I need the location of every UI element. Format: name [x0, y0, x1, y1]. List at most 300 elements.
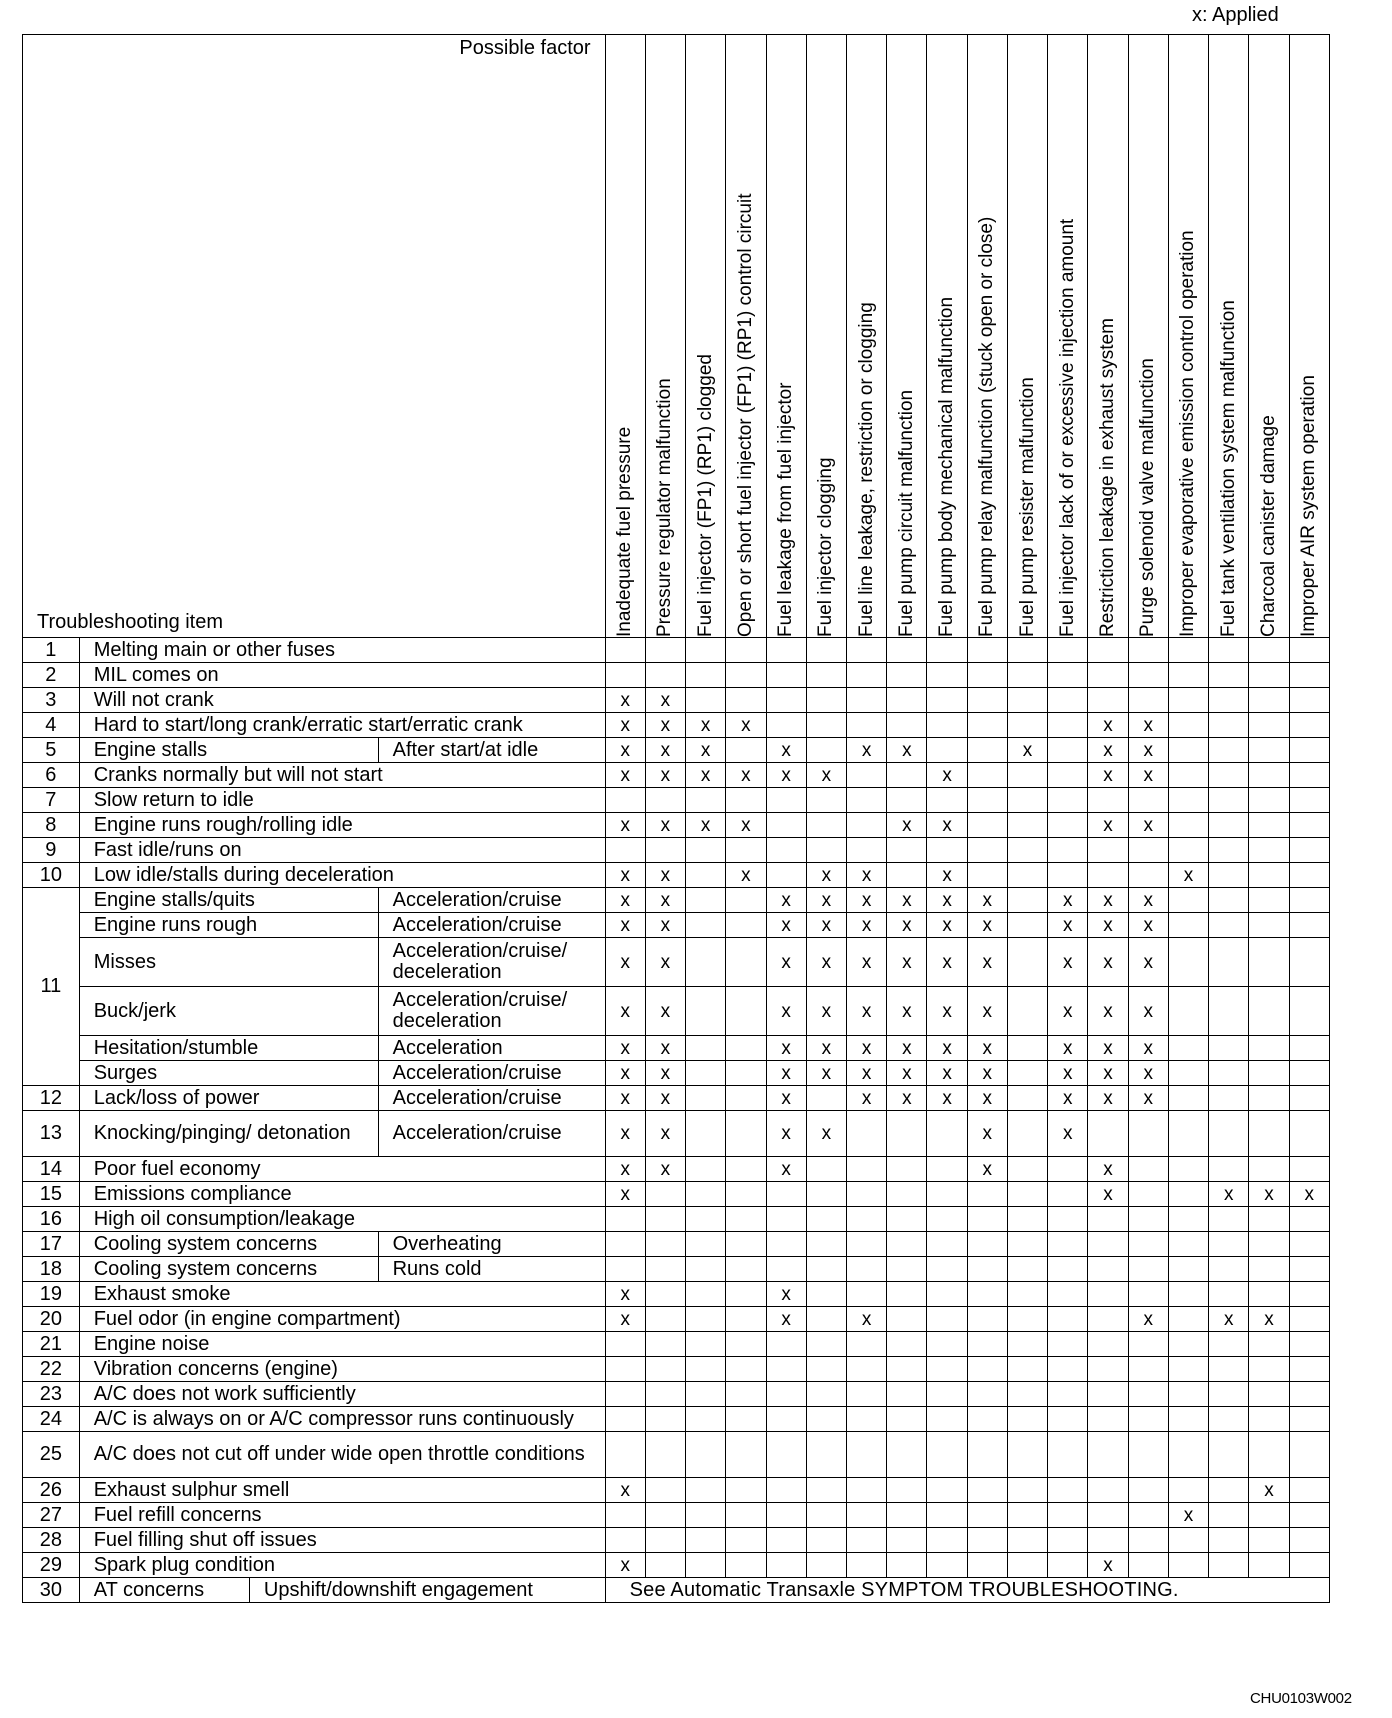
empty-cell	[927, 713, 967, 738]
empty-cell	[605, 1407, 645, 1432]
empty-cell	[846, 1553, 886, 1578]
row-number: 9	[23, 838, 80, 863]
trouble-item: High oil consumption/leakage	[79, 1207, 605, 1232]
empty-cell	[605, 1432, 645, 1478]
empty-cell	[686, 1207, 726, 1232]
empty-cell	[1168, 1086, 1208, 1111]
empty-cell	[645, 663, 685, 688]
row-number: 4	[23, 713, 80, 738]
table-row	[23, 863, 1330, 888]
empty-cell	[686, 1157, 726, 1182]
row-number: 20	[23, 1307, 80, 1332]
empty-cell	[1088, 1357, 1128, 1382]
empty-cell	[1048, 1257, 1088, 1282]
row-number: 2	[23, 663, 80, 688]
header-row	[23, 35, 1330, 638]
empty-cell	[1209, 1478, 1249, 1503]
trouble-item: Low idle/stalls during deceleration	[79, 863, 605, 888]
empty-cell	[846, 1432, 886, 1478]
applied-mark: x	[645, 1036, 685, 1061]
table-row	[23, 688, 1330, 713]
empty-cell	[1249, 1503, 1289, 1528]
applied-mark: x	[645, 688, 685, 713]
empty-cell	[1249, 1332, 1289, 1357]
applied-mark: x	[1048, 1111, 1088, 1157]
trouble-item: Misses	[79, 938, 378, 987]
empty-cell	[686, 663, 726, 688]
empty-cell	[887, 1528, 927, 1553]
empty-cell	[1128, 1503, 1168, 1528]
table-row	[23, 1207, 1330, 1232]
empty-cell	[1289, 788, 1329, 813]
empty-cell	[887, 713, 927, 738]
empty-cell	[726, 1257, 766, 1282]
empty-cell	[967, 763, 1007, 788]
empty-cell	[1289, 1503, 1329, 1528]
empty-cell	[1128, 1282, 1168, 1307]
empty-cell	[645, 1207, 685, 1232]
table-row	[23, 763, 1330, 788]
empty-cell	[846, 788, 886, 813]
empty-cell	[686, 913, 726, 938]
empty-cell	[1249, 1086, 1289, 1111]
empty-cell	[1128, 1332, 1168, 1357]
row-number: 1	[23, 638, 80, 663]
empty-cell	[1289, 1382, 1329, 1407]
empty-cell	[967, 1232, 1007, 1257]
applied-mark: x	[1128, 888, 1168, 913]
empty-cell	[1007, 1182, 1047, 1207]
trouble-item: Engine stalls	[79, 738, 378, 763]
applied-mark: x	[927, 938, 967, 987]
empty-cell	[686, 788, 726, 813]
row-number: 13	[23, 1111, 80, 1157]
applied-mark: x	[686, 763, 726, 788]
empty-cell	[887, 1111, 927, 1157]
applied-mark: x	[605, 1282, 645, 1307]
empty-cell	[1007, 1307, 1047, 1332]
empty-cell	[1209, 713, 1249, 738]
empty-cell	[927, 1382, 967, 1407]
table-row	[23, 987, 1330, 1036]
applied-mark: x	[1088, 1036, 1128, 1061]
trouble-item: Cooling system concerns	[79, 1232, 378, 1257]
table-row	[23, 1232, 1330, 1257]
applied-mark: x	[846, 1061, 886, 1086]
empty-cell	[1128, 863, 1168, 888]
empty-cell	[1007, 688, 1047, 713]
empty-cell	[1209, 1503, 1249, 1528]
empty-cell	[1168, 1207, 1208, 1232]
empty-cell	[726, 663, 766, 688]
empty-cell	[605, 1332, 645, 1357]
applied-mark: x	[927, 913, 967, 938]
applied-mark: x	[1088, 1086, 1128, 1111]
empty-cell	[605, 1232, 645, 1257]
empty-cell	[645, 1528, 685, 1553]
applied-mark: x	[846, 938, 886, 987]
empty-cell	[1088, 1503, 1128, 1528]
empty-cell	[927, 838, 967, 863]
applied-mark: x	[766, 1282, 806, 1307]
empty-cell	[846, 1157, 886, 1182]
applied-mark: x	[726, 763, 766, 788]
applied-mark: x	[726, 813, 766, 838]
row-number: 21	[23, 1332, 80, 1357]
applied-mark: x	[927, 1086, 967, 1111]
empty-cell	[766, 1382, 806, 1407]
factor-header	[726, 35, 766, 638]
empty-cell	[1289, 938, 1329, 987]
row-number: 6	[23, 763, 80, 788]
table-row	[23, 1578, 1330, 1603]
row-number: 24	[23, 1407, 80, 1432]
applied-mark: x	[846, 987, 886, 1036]
empty-cell	[1048, 1182, 1088, 1207]
possible-factor-label: Possible factor	[459, 37, 591, 59]
applied-mark: x	[1128, 913, 1168, 938]
factor-header	[1168, 35, 1208, 638]
table-row	[23, 1503, 1330, 1528]
empty-cell	[1289, 688, 1329, 713]
empty-cell	[686, 1382, 726, 1407]
empty-cell	[1168, 1232, 1208, 1257]
trouble-item: Spark plug condition	[79, 1553, 605, 1578]
applied-mark: x	[806, 1061, 846, 1086]
empty-cell	[967, 788, 1007, 813]
empty-cell	[726, 1503, 766, 1528]
applied-mark: x	[645, 813, 685, 838]
table-row	[23, 1086, 1330, 1111]
table-row	[23, 838, 1330, 863]
empty-cell	[1168, 1553, 1208, 1578]
empty-cell	[1289, 1086, 1329, 1111]
empty-cell	[645, 638, 685, 663]
empty-cell	[1088, 1528, 1128, 1553]
empty-cell	[1007, 838, 1047, 863]
empty-cell	[846, 838, 886, 863]
applied-mark: x	[605, 1111, 645, 1157]
factor-header	[1048, 35, 1088, 638]
applied-mark: x	[1088, 913, 1128, 938]
empty-cell	[686, 638, 726, 663]
empty-cell	[1168, 1111, 1208, 1157]
empty-cell	[1209, 1232, 1249, 1257]
empty-cell	[686, 1357, 726, 1382]
factor-header	[605, 35, 645, 638]
empty-cell	[726, 1182, 766, 1207]
empty-cell	[927, 1503, 967, 1528]
empty-cell	[1128, 1528, 1168, 1553]
applied-mark: x	[887, 813, 927, 838]
empty-cell	[806, 1282, 846, 1307]
empty-cell	[1168, 1432, 1208, 1478]
empty-cell	[1249, 1207, 1289, 1232]
empty-cell	[967, 1357, 1007, 1382]
empty-cell	[887, 638, 927, 663]
empty-cell	[846, 688, 886, 713]
trouble-item: Vibration concerns (engine)	[79, 1357, 605, 1382]
empty-cell	[887, 1157, 927, 1182]
empty-cell	[1048, 1357, 1088, 1382]
empty-cell	[1128, 1357, 1168, 1382]
table-row	[23, 1382, 1330, 1407]
empty-cell	[1088, 1332, 1128, 1357]
applied-mark: x	[645, 938, 685, 987]
empty-cell	[887, 1307, 927, 1332]
empty-cell	[1289, 1528, 1329, 1553]
applied-mark: x	[1128, 713, 1168, 738]
empty-cell	[887, 1432, 927, 1478]
applied-mark: x	[927, 813, 967, 838]
row-number: 19	[23, 1282, 80, 1307]
empty-cell	[766, 838, 806, 863]
empty-cell	[806, 1086, 846, 1111]
applied-mark: x	[766, 1061, 806, 1086]
table-row	[23, 913, 1330, 938]
trouble-item: Engine stalls/quits	[79, 888, 378, 913]
empty-cell	[1289, 1432, 1329, 1478]
empty-cell	[927, 1528, 967, 1553]
empty-cell	[1289, 838, 1329, 863]
empty-cell	[1128, 1382, 1168, 1407]
trouble-item: Engine runs rough	[79, 913, 378, 938]
row-number: 23	[23, 1382, 80, 1407]
factor-label: Fuel pump body mechanical malfunction	[936, 296, 958, 637]
applied-mark: x	[1128, 1036, 1168, 1061]
trouble-item: A/C does not cut off under wide open throttle conditions	[79, 1432, 605, 1478]
empty-cell	[1168, 1357, 1208, 1382]
empty-cell	[927, 1182, 967, 1207]
empty-cell	[1128, 1182, 1168, 1207]
empty-cell	[686, 1478, 726, 1503]
factor-label: Fuel pump circuit malfunction	[895, 389, 917, 637]
factor-label: Fuel injector lack of or excessive injection amount	[1056, 218, 1078, 637]
applied-mark: x	[605, 1036, 645, 1061]
empty-cell	[1289, 1357, 1329, 1382]
empty-cell	[1249, 1382, 1289, 1407]
empty-cell	[645, 1282, 685, 1307]
empty-cell	[846, 1503, 886, 1528]
empty-cell	[1048, 1232, 1088, 1257]
factor-label: Fuel leakage from fuel injector	[775, 382, 797, 637]
empty-cell	[726, 1282, 766, 1307]
empty-cell	[1249, 1432, 1289, 1478]
empty-cell	[806, 1528, 846, 1553]
applied-mark: x	[1249, 1182, 1289, 1207]
trouble-item: Fuel filling shut off issues	[79, 1528, 605, 1553]
trouble-item: AT concerns	[79, 1578, 249, 1603]
table-row	[23, 813, 1330, 838]
empty-cell	[806, 1157, 846, 1182]
empty-cell	[1168, 938, 1208, 987]
empty-cell	[1168, 838, 1208, 863]
empty-cell	[1209, 813, 1249, 838]
empty-cell	[1249, 1232, 1289, 1257]
empty-cell	[1007, 713, 1047, 738]
empty-cell	[645, 1357, 685, 1382]
empty-cell	[1289, 863, 1329, 888]
empty-cell	[1128, 1257, 1168, 1282]
empty-cell	[686, 863, 726, 888]
applied-mark: x	[766, 938, 806, 987]
empty-cell	[1289, 1282, 1329, 1307]
empty-cell	[887, 1553, 927, 1578]
applied-mark: x	[1209, 1182, 1249, 1207]
applied-mark: x	[645, 888, 685, 913]
empty-cell	[726, 1357, 766, 1382]
applied-mark: x	[846, 1307, 886, 1332]
empty-cell	[686, 987, 726, 1036]
empty-cell	[967, 1332, 1007, 1357]
empty-cell	[887, 1257, 927, 1282]
empty-cell	[1168, 788, 1208, 813]
empty-cell	[1088, 1282, 1128, 1307]
empty-cell	[1048, 688, 1088, 713]
empty-cell	[967, 1553, 1007, 1578]
applied-mark: x	[1048, 1036, 1088, 1061]
empty-cell	[726, 938, 766, 987]
empty-cell	[1249, 1157, 1289, 1182]
empty-cell	[766, 688, 806, 713]
empty-cell	[726, 1407, 766, 1432]
applied-mark: x	[605, 987, 645, 1036]
factor-label: Fuel pump resister malfunction	[1016, 377, 1038, 637]
empty-cell	[1289, 1036, 1329, 1061]
empty-cell	[1209, 1553, 1249, 1578]
empty-cell	[1007, 788, 1047, 813]
applied-mark: x	[967, 888, 1007, 913]
applied-mark: x	[686, 813, 726, 838]
empty-cell	[1088, 688, 1128, 713]
empty-cell	[1007, 987, 1047, 1036]
empty-cell	[726, 1432, 766, 1478]
empty-cell	[846, 763, 886, 788]
empty-cell	[645, 1257, 685, 1282]
empty-cell	[927, 1207, 967, 1232]
empty-cell	[645, 1432, 685, 1478]
factor-label: Fuel pump relay malfunction (stuck open or close)	[976, 216, 998, 637]
empty-cell	[806, 663, 846, 688]
empty-cell	[887, 1207, 927, 1232]
empty-cell	[1168, 888, 1208, 913]
empty-cell	[1249, 663, 1289, 688]
empty-cell	[1048, 1528, 1088, 1553]
empty-cell	[927, 663, 967, 688]
trouble-item: Fuel odor (in engine compartment)	[79, 1307, 605, 1332]
empty-cell	[846, 663, 886, 688]
empty-cell	[1289, 1553, 1329, 1578]
empty-cell	[726, 888, 766, 913]
applied-mark: x	[686, 738, 726, 763]
applied-mark: x	[1088, 1182, 1128, 1207]
applied-mark: x	[1209, 1307, 1249, 1332]
legend-applied: x: Applied	[1192, 4, 1279, 26]
empty-cell	[1007, 1503, 1047, 1528]
trouble-item: Knocking/pinging/ detonation	[79, 1111, 378, 1157]
empty-cell	[726, 1478, 766, 1503]
table-row	[23, 1478, 1330, 1503]
applied-mark: x	[766, 738, 806, 763]
applied-mark: x	[1007, 738, 1047, 763]
empty-cell	[1128, 1232, 1168, 1257]
empty-cell	[846, 1207, 886, 1232]
empty-cell	[1128, 1478, 1168, 1503]
applied-mark: x	[887, 938, 927, 987]
empty-cell	[1249, 1357, 1289, 1382]
empty-cell	[806, 1357, 846, 1382]
applied-mark: x	[605, 813, 645, 838]
empty-cell	[1128, 1407, 1168, 1432]
empty-cell	[967, 713, 1007, 738]
table-row	[23, 1307, 1330, 1332]
table-row	[23, 713, 1330, 738]
empty-cell	[645, 1307, 685, 1332]
row-number: 26	[23, 1478, 80, 1503]
applied-mark: x	[645, 863, 685, 888]
row-number: 15	[23, 1182, 80, 1207]
empty-cell	[1168, 1061, 1208, 1086]
empty-cell	[686, 688, 726, 713]
empty-cell	[1249, 638, 1289, 663]
empty-cell	[887, 688, 927, 713]
empty-cell	[686, 1086, 726, 1111]
applied-mark: x	[1128, 938, 1168, 987]
table-row	[23, 1432, 1330, 1478]
empty-cell	[645, 1182, 685, 1207]
row-number: 22	[23, 1357, 80, 1382]
factor-header	[1007, 35, 1047, 638]
empty-cell	[1048, 1207, 1088, 1232]
empty-cell	[1168, 638, 1208, 663]
applied-mark: x	[806, 763, 846, 788]
empty-cell	[1048, 1478, 1088, 1503]
applied-mark: x	[967, 987, 1007, 1036]
empty-cell	[1209, 1432, 1249, 1478]
empty-cell	[1168, 1307, 1208, 1332]
applied-mark: x	[605, 738, 645, 763]
empty-cell	[1088, 1432, 1128, 1478]
empty-cell	[967, 1528, 1007, 1553]
empty-cell	[1007, 913, 1047, 938]
empty-cell	[1249, 713, 1289, 738]
factor-header	[1128, 35, 1168, 638]
empty-cell	[846, 1111, 886, 1157]
table-row	[23, 638, 1330, 663]
empty-cell	[1289, 763, 1329, 788]
empty-cell	[1289, 1111, 1329, 1157]
empty-cell	[1249, 838, 1289, 863]
applied-mark: x	[1048, 913, 1088, 938]
empty-cell	[1168, 663, 1208, 688]
applied-mark: x	[605, 763, 645, 788]
empty-cell	[605, 1503, 645, 1528]
empty-cell	[1088, 1382, 1128, 1407]
empty-cell	[887, 1182, 927, 1207]
applied-mark: x	[605, 888, 645, 913]
empty-cell	[1289, 813, 1329, 838]
empty-cell	[1007, 1157, 1047, 1182]
empty-cell	[1289, 1407, 1329, 1432]
empty-cell	[887, 663, 927, 688]
empty-cell	[645, 1407, 685, 1432]
empty-cell	[1168, 1036, 1208, 1061]
applied-mark: x	[605, 1157, 645, 1182]
applied-mark: x	[806, 1036, 846, 1061]
empty-cell	[686, 1307, 726, 1332]
trouble-item: Exhaust sulphur smell	[79, 1478, 605, 1503]
applied-mark: x	[605, 713, 645, 738]
